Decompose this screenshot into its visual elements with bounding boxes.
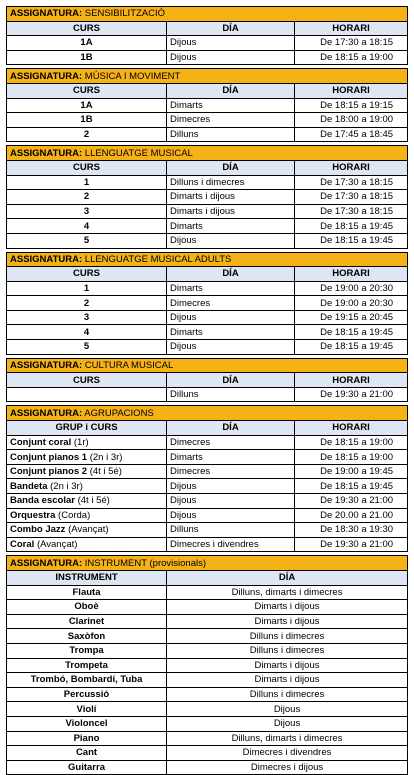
instrument-cell: Trompa [7,643,167,658]
section-title [7,358,408,373]
table-row [7,175,408,190]
day-cell: Dilluns, dimarts i dimecres [167,731,408,746]
section-prefix: ASSIGNATURA: [10,359,83,371]
day-cell: Dijous [167,702,408,717]
section-title [7,146,408,161]
schedule-cell: De 18:00 a 19:00 [295,113,408,128]
day-cell: Dimecres [167,113,295,128]
group-cell [7,537,167,552]
instrument-cell: Piano [7,731,167,746]
table-row [7,340,408,355]
column-header: DÍA [167,570,408,585]
table-row [7,450,408,465]
table-row [7,760,408,775]
day-cell: Dijous [167,716,408,731]
table-row [7,479,408,494]
group-level: (Avançat) [68,524,109,536]
group-name: Bandeta [10,480,48,492]
section-title-row [7,358,408,373]
section-name: LLENGUATGE MUSICAL ADULTS [84,253,232,265]
table-row [7,658,408,673]
column-header: CURS [7,83,167,98]
table-row [7,523,408,538]
section-name: LLENGUATGE MUSICAL [84,147,193,159]
table-row [7,113,408,128]
instrument-cell: Flauta [7,585,167,600]
day-cell: Dimecres [167,464,295,479]
column-header: CURS [7,267,167,282]
group-cell [7,523,167,538]
day-cell: Dijous [167,310,295,325]
table-row [7,325,408,340]
day-cell: Dilluns i dimecres [167,629,408,644]
table-row [7,746,408,761]
schedule-cell: De 17:30 a 18:15 [295,36,408,51]
group-name: Orquestra [10,509,56,521]
column-header-row [7,267,408,282]
table-row [7,219,408,234]
table-row [7,50,408,65]
column-header: DÍA [167,21,295,36]
table-row [7,98,408,113]
section-prefix: ASSIGNATURA: [10,70,83,82]
group-cell [7,494,167,509]
table-row [7,190,408,205]
day-cell: Dimarts i dijous [167,673,408,688]
day-cell: Dijous [167,36,295,51]
column-header-row [7,421,408,436]
course-cell: 1B [7,113,167,128]
instrument-cell: Percussió [7,687,167,702]
day-cell: Dilluns i dimecres [167,643,408,658]
course-cell: 4 [7,219,167,234]
column-header: HORARI [295,160,408,175]
column-header: HORARI [295,373,408,388]
column-header: INSTRUMENT [7,570,167,585]
section-title [7,556,408,571]
group-level: (4t i 5é) [89,466,122,478]
day-cell: Dilluns [167,387,295,402]
column-header-row [7,570,408,585]
day-cell: Dimarts [167,281,295,296]
table-row [7,296,408,311]
section-title-row [7,252,408,267]
day-cell: Dimarts i dijous [167,190,295,205]
column-header: DÍA [167,83,295,98]
instrument-cell: Oboè [7,600,167,615]
instrument-cell: Violoncel [7,716,167,731]
schedule-cell: De 18:30 a 19:30 [295,523,408,538]
table-row [7,508,408,523]
course-cell: 5 [7,340,167,355]
table-row [7,702,408,717]
table-row [7,731,408,746]
schedule-table [6,6,408,775]
day-cell: Dimarts i dijous [167,614,408,629]
day-cell: Dimarts i dijous [167,600,408,615]
day-cell: Dilluns i dimecres [167,687,408,702]
schedule-cell: De 20.00 a 21.00 [295,508,408,523]
schedule-cell: De 18:15 a 19:45 [295,340,408,355]
section-title-row [7,556,408,571]
column-header: HORARI [295,421,408,436]
group-name: Combo Jazz [10,524,66,536]
day-cell: Dimarts [167,325,295,340]
section-title [7,406,408,421]
table-row [7,36,408,51]
course-cell: 1 [7,175,167,190]
section-title-row [7,7,408,22]
day-cell: Dimecres [167,435,295,450]
group-name: Conjunt pianos 1 [10,451,88,463]
column-header-row [7,373,408,388]
section-prefix: ASSIGNATURA: [10,147,83,159]
day-cell: Dilluns [167,127,295,142]
section-prefix: ASSIGNATURA: [10,253,83,265]
table-row [7,600,408,615]
course-cell: 3 [7,310,167,325]
course-cell [7,387,167,402]
day-cell: Dijous [167,494,295,509]
course-cell: 2 [7,127,167,142]
schedule-cell: De 19:00 a 20:30 [295,296,408,311]
schedule-cell: De 17:30 a 18:15 [295,190,408,205]
section-prefix: ASSIGNATURA: [10,407,83,419]
section-title-row [7,146,408,161]
column-header: DÍA [167,267,295,282]
column-header-row [7,21,408,36]
course-cell: 4 [7,325,167,340]
course-cell: 1A [7,98,167,113]
group-cell [7,435,167,450]
column-header: HORARI [295,83,408,98]
column-header-row [7,83,408,98]
group-level: (Avançat) [36,539,78,551]
table-row [7,673,408,688]
schedule-cell: De 18:15 a 19:00 [295,450,408,465]
table-row [7,629,408,644]
day-cell: Dimecres i dijous [167,760,408,775]
day-cell: Dijous [167,479,295,494]
day-cell: Dilluns i dimecres [167,175,295,190]
schedule-cell: De 18:15 a 19:00 [295,50,408,65]
course-cell: 2 [7,296,167,311]
schedule-cell: De 17:30 a 18:15 [295,175,408,190]
column-header: HORARI [295,21,408,36]
section-name: MÚSICA I MOVIMENT [84,70,181,82]
column-header: HORARI [295,267,408,282]
schedule-cell: De 18:15 a 19:45 [295,325,408,340]
table-row [7,614,408,629]
table-row [7,687,408,702]
column-header-row [7,160,408,175]
instrument-cell: Violí [7,702,167,717]
course-cell: 3 [7,204,167,219]
section-title [7,252,408,267]
instrument-cell: Saxòfon [7,629,167,644]
group-cell [7,464,167,479]
group-name: Banda escolar [10,495,75,507]
section-name: SENSIBILITZACIÓ [84,8,166,20]
table-row [7,281,408,296]
schedule-cell: De 18:15 a 19:00 [295,435,408,450]
schedule-cell: De 19:30 a 21:00 [295,537,408,552]
course-cell: 1 [7,281,167,296]
section-title [7,69,408,84]
group-level: (Corda) [58,509,91,521]
column-header: CURS [7,160,167,175]
schedule-cell: De 19:00 a 19:45 [295,464,408,479]
group-cell [7,450,167,465]
group-level: (4t i 5é) [77,495,110,507]
day-cell: Dilluns, dimarts i dimecres [167,585,408,600]
day-cell: Dijous [167,233,295,248]
table-row [7,127,408,142]
table-row [7,233,408,248]
column-header: DÍA [167,160,295,175]
table-row [7,464,408,479]
course-cell: 5 [7,233,167,248]
schedule-cell: De 19:30 a 21:00 [295,387,408,402]
group-cell [7,508,167,523]
day-cell: Dimarts [167,450,295,465]
table-row [7,387,408,402]
group-name: Coral [10,539,35,551]
day-cell: Dimecres i divendres [167,537,295,552]
table-row [7,494,408,509]
course-cell: 1B [7,50,167,65]
day-cell: Dijous [167,50,295,65]
section-prefix: ASSIGNATURA: [10,557,83,569]
table-row [7,716,408,731]
table-row [7,204,408,219]
schedule-cell: De 17:45 a 18:45 [295,127,408,142]
schedule-cell: De 18:15 a 19:45 [295,479,408,494]
section-title-row [7,69,408,84]
schedule-cell: De 17:30 a 18:15 [295,204,408,219]
group-level: (1r) [73,436,89,448]
course-cell: 1A [7,36,167,51]
section-name: AGRUPACIONS [84,407,154,419]
section-title [7,7,408,22]
schedule-cell: De 19:00 a 20:30 [295,281,408,296]
day-cell: Dimarts [167,98,295,113]
day-cell: Dijous [167,508,295,523]
schedule-sheet [6,6,407,775]
schedule-cell: De 19:15 a 20:45 [295,310,408,325]
group-level: (2n i 3r) [89,451,123,463]
day-cell: Dilluns [167,523,295,538]
instrument-cell: Guitarra [7,760,167,775]
day-cell: Dijous [167,340,295,355]
table-row [7,435,408,450]
instrument-cell: Cant [7,746,167,761]
section-name: INSTRUMENT (provisionals) [84,557,207,569]
course-cell: 2 [7,190,167,205]
section-prefix: ASSIGNATURA: [10,8,83,20]
instrument-cell: Clarinet [7,614,167,629]
instrument-cell: Trombó, Bombardí, Tuba [7,673,167,688]
column-header: DÍA [167,421,295,436]
table-row [7,310,408,325]
section-name: CULTURA MUSICAL [84,359,174,371]
column-header: CURS [7,21,167,36]
day-cell: Dimarts i dijous [167,658,408,673]
section-title-row [7,406,408,421]
schedule-cell: De 19:30 a 21:00 [295,494,408,509]
group-name: Conjunt pianos 2 [10,466,88,478]
table-row [7,585,408,600]
schedule-cell: De 18:15 a 19:45 [295,233,408,248]
group-level: (2n i 3r) [50,480,83,492]
day-cell: Dimecres i divendres [167,746,408,761]
day-cell: Dimarts [167,219,295,234]
table-row [7,537,408,552]
day-cell: Dimarts i dijous [167,204,295,219]
column-header: DÍA [167,373,295,388]
table-row [7,643,408,658]
schedule-body [7,7,408,775]
column-header: CURS [7,373,167,388]
schedule-cell: De 18:15 a 19:45 [295,219,408,234]
schedule-cell: De 18:15 a 19:15 [295,98,408,113]
day-cell: Dimecres [167,296,295,311]
group-cell [7,479,167,494]
group-name: Conjunt coral [10,436,72,448]
instrument-cell: Trompeta [7,658,167,673]
column-header: GRUP i CURS [7,421,167,436]
